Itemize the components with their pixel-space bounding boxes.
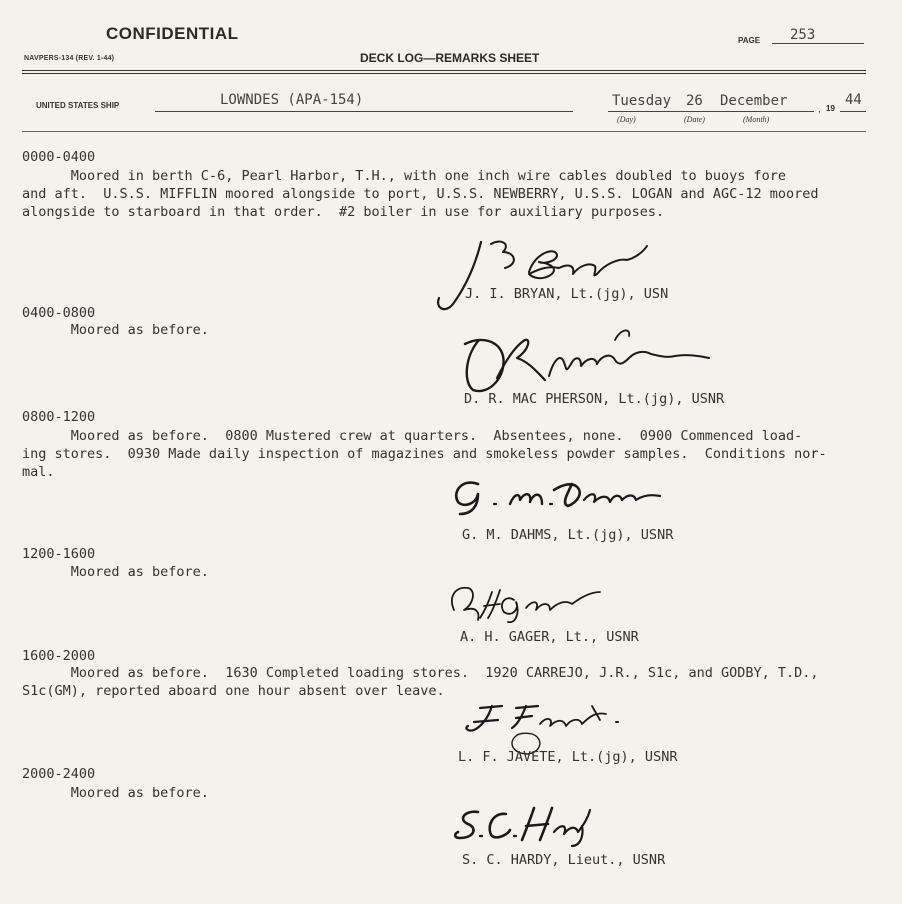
log-month: December xyxy=(720,93,788,109)
page-label: PAGE xyxy=(738,36,761,45)
log-date: 26 xyxy=(686,93,703,109)
signature-typed-name: D. R. MAC PHERSON, Lt.(jg), USNR xyxy=(464,390,725,407)
watch-time: 0400-0800 xyxy=(22,305,96,321)
watch-remark-line: ing stores. 0930 Made daily inspection of magazines and smokeless powder samples. Conditions nor- xyxy=(22,446,827,462)
watch-time: 1600-2000 xyxy=(22,648,96,664)
watch-remark-line: mal. xyxy=(22,464,55,480)
classification-label: CONFIDENTIAL xyxy=(106,24,239,43)
watch-time: 2000-2400 xyxy=(22,766,96,782)
watch-remark-line: alongside to starboard in that order. #2 boiler in use for auxiliary purposes. xyxy=(22,204,665,220)
date-line xyxy=(608,111,814,112)
handwritten-signature xyxy=(460,698,650,738)
ship-label: UNITED STATES SHIP xyxy=(36,101,120,110)
signature-typed-name: J. I. BRYAN, Lt.(jg), USN xyxy=(465,285,669,302)
watch-remark-line: S1c(GM), reported aboard one hour absent over leave. xyxy=(22,683,445,699)
header-rule xyxy=(22,73,866,74)
watch-time: 1200-1600 xyxy=(22,546,96,562)
watch-time: 0000-0400 xyxy=(22,149,96,165)
signature-typed-name: A. H. GAGER, Lt., USNR xyxy=(460,628,639,645)
signature-typed-name: G. M. DAHMS, Lt.(jg), USNR xyxy=(462,526,674,543)
handwritten-signature xyxy=(425,228,665,318)
day-caption: (Day) xyxy=(617,115,636,124)
signature-typed-name: L. F. JAVETE, Lt.(jg), USNR xyxy=(458,748,678,765)
log-day: Tuesday xyxy=(612,93,672,109)
watch-remark-line: Moored in berth C-6, Pearl Harbor, T.H., with one inch wire cables doubled to buoys fore xyxy=(22,168,787,184)
watch-remark-line: Moored as before. 1630 Completed loading stores. 1920 CARREJO, J.R., S1c, and GODBY, T.D., xyxy=(22,665,819,681)
year-prefix: 19 xyxy=(826,104,835,113)
handwritten-signature xyxy=(450,802,600,852)
watch-remark-line: Moored as before. xyxy=(22,564,209,580)
signature-typed-name: S. C. HARDY, Lieut., USNR xyxy=(462,851,666,868)
year-line xyxy=(840,111,866,112)
handwritten-signature xyxy=(440,578,620,628)
form-number: NAVPERS-134 (REV. 1-44) xyxy=(24,55,115,62)
header-rule xyxy=(22,70,866,71)
ship-name: LOWNDES (APA-154) xyxy=(220,92,364,108)
watch-remark-line: Moored as before. xyxy=(22,785,209,801)
page-title: DECK LOG—REMARKS SHEET xyxy=(360,51,540,65)
month-caption: (Month) xyxy=(743,115,770,124)
date-caption: (Date) xyxy=(684,115,705,124)
date-comma: , xyxy=(818,104,821,114)
page-number-line xyxy=(772,43,864,44)
watch-time: 0800-1200 xyxy=(22,409,96,425)
watch-remark-line: and aft. U.S.S. MIFFLIN moored alongside to port, U.S.S. NEWBERRY, U.S.S. LOGAN and AGC-12 moored xyxy=(22,186,819,202)
ship-name-line xyxy=(155,111,573,112)
page-number: 253 xyxy=(790,27,816,43)
watch-remark-line: Moored as before. 0800 Mustered crew at quarters. Absentees, none. 0900 Commenced load- xyxy=(22,428,803,444)
log-year: 44 xyxy=(845,92,862,108)
section-rule xyxy=(22,131,866,132)
watch-remark-line: Moored as before. xyxy=(22,322,209,338)
